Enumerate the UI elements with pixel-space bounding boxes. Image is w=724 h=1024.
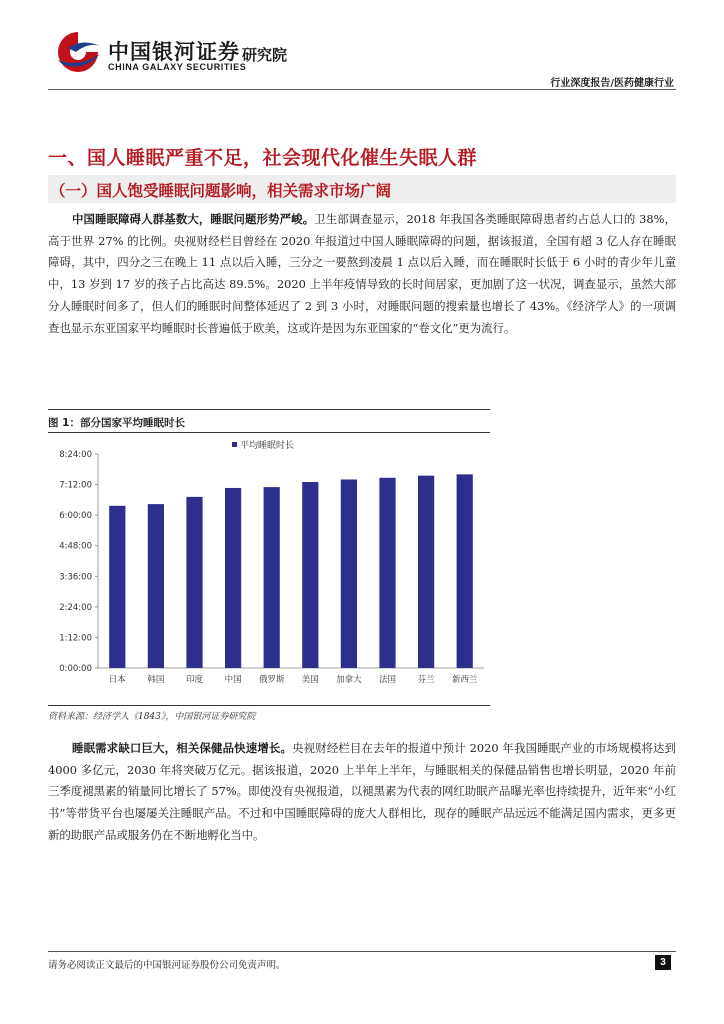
x-tick-label: 中国 <box>224 675 242 685</box>
footer-disclaimer: 请务必阅读正文最后的中国银河证券股份公司免责声明。 <box>48 960 286 971</box>
bar-0 <box>109 506 125 668</box>
subsection-heading: （一）国人饱受睡眠问题影响，相关需求市场广阔 <box>50 182 392 200</box>
legend-swatch <box>232 442 237 447</box>
page-number: 3 <box>655 955 671 970</box>
x-tick-label: 加拿大 <box>336 675 362 685</box>
bar-8 <box>418 476 434 668</box>
figure-bottom-rule <box>48 705 490 706</box>
galaxy-logo-icon <box>48 28 108 76</box>
footer-divider <box>48 951 676 952</box>
x-tick-label: 印度 <box>185 675 204 685</box>
figure-source: 资料来源：经济学人《1843》，中国银河证券研究院 <box>48 712 256 722</box>
y-tick-label: 0:00:00 <box>59 664 92 674</box>
bar-6 <box>341 479 357 668</box>
y-tick-label: 7:12:00 <box>59 480 92 491</box>
bar-3 <box>225 488 241 668</box>
paragraph-2-body: 央视财经栏目在去年的报道中预计 2020 年我国睡眠产业的市场规模将达到 4000 多亿元，2030 年将突破万亿元。据该报道，2020 上半年上半年，与睡眠相关的保健品销售也增长明显，2020 年前三季度褪黑素的销量同比增长了 57%。即使没有央视报道，以褪黑素为代表的网红助眠产品曝光率也持续提升，近年来“小红书”等带货平台也屡屡关注睡眠产品。不过和中国睡眠障碍的庞大人群相比，现存的睡眠产品远远不能满足国内需求，更多更新的助眠产品或服务仍在不断地孵化当中。 <box>48 741 676 842</box>
paragraph-1 <box>48 209 676 339</box>
legend-label: 平均睡眠时长 <box>240 441 295 451</box>
sleep-duration-bar-chart <box>48 432 490 704</box>
bar-4 <box>264 487 280 668</box>
report-type: 行业深度报告/医药健康行业 <box>550 78 674 89</box>
header-divider <box>48 89 676 90</box>
bar-1 <box>148 504 164 668</box>
y-tick-label: 2:24:00 <box>59 602 92 613</box>
x-tick-label: 美国 <box>301 675 319 685</box>
x-tick-label: 俄罗斯 <box>258 675 285 685</box>
bar-2 <box>186 497 202 668</box>
x-tick-label: 法国 <box>378 675 397 685</box>
paragraph-2-lead: 睡眠需求缺口巨大，相关保健品快速增长。 <box>72 741 293 755</box>
bar-5 <box>302 482 318 668</box>
x-tick-label: 日本 <box>108 675 126 685</box>
y-tick-label: 1:12:00 <box>59 633 92 644</box>
x-tick-label: 新西兰 <box>451 675 478 685</box>
y-tick-label: 8:24:00 <box>59 450 92 460</box>
x-tick-label: 芬兰 <box>417 675 435 685</box>
paragraph-1-lead: 中国睡眠障碍人群基数大，睡眠问题形势严峻。 <box>72 212 315 226</box>
paragraph-1-body: 卫生部调查显示，2018 年我国各类睡眠障碍患者约占总人口的 38%，高于世界 27% 的比例。央视财经栏目曾经在 2020 年报道过中国人睡眠障碍的问题，据该报道，全国有超 3 亿人存在睡眠障碍，其中，四分之三在晚上 11 点以后入睡，三分之一要熬到凌晨 1 点以后入睡，而在睡眠时长低于 6 小时的青少年儿童中，13 岁到 17 岁的孩子占比高达 89.5%。2020 上半年疫情导致的长时间居家，更加剧了这一状况，调查显示，虽然大部分人睡眠时间多了，但人们的睡眠时间整体延迟了 2 到 3 小时，对睡眠问题的搜索量也增长了 43%。《经济学人》的一项调查也显示东亚国家平均睡眠时长普遍低于欧美，这或许是因为东亚国家的“卷文化”更为流行。 <box>48 212 676 335</box>
bar-7 <box>379 478 395 668</box>
brand-name-cn: 中国银河证券 <box>108 40 240 64</box>
figure-title: 图 1：部分国家平均睡眠时长 <box>48 417 185 429</box>
brand-name-en: CHINA GALAXY SECURITIES <box>108 62 247 72</box>
subsection-heading-bar <box>48 175 676 203</box>
figure-top-rule <box>48 409 490 410</box>
x-tick-label: 韩国 <box>147 675 165 685</box>
institute-label: 研究院 <box>242 46 288 64</box>
section-heading: 一、国人睡眠严重不足，社会现代化催生失眠人群 <box>48 147 478 169</box>
chart-legend <box>232 439 294 451</box>
y-tick-label: 4:48:00 <box>59 541 92 552</box>
paragraph-2 <box>48 738 676 847</box>
y-tick-label: 3:36:00 <box>59 572 92 583</box>
y-tick-label: 6:00:00 <box>59 511 92 522</box>
bar-9 <box>457 474 473 668</box>
